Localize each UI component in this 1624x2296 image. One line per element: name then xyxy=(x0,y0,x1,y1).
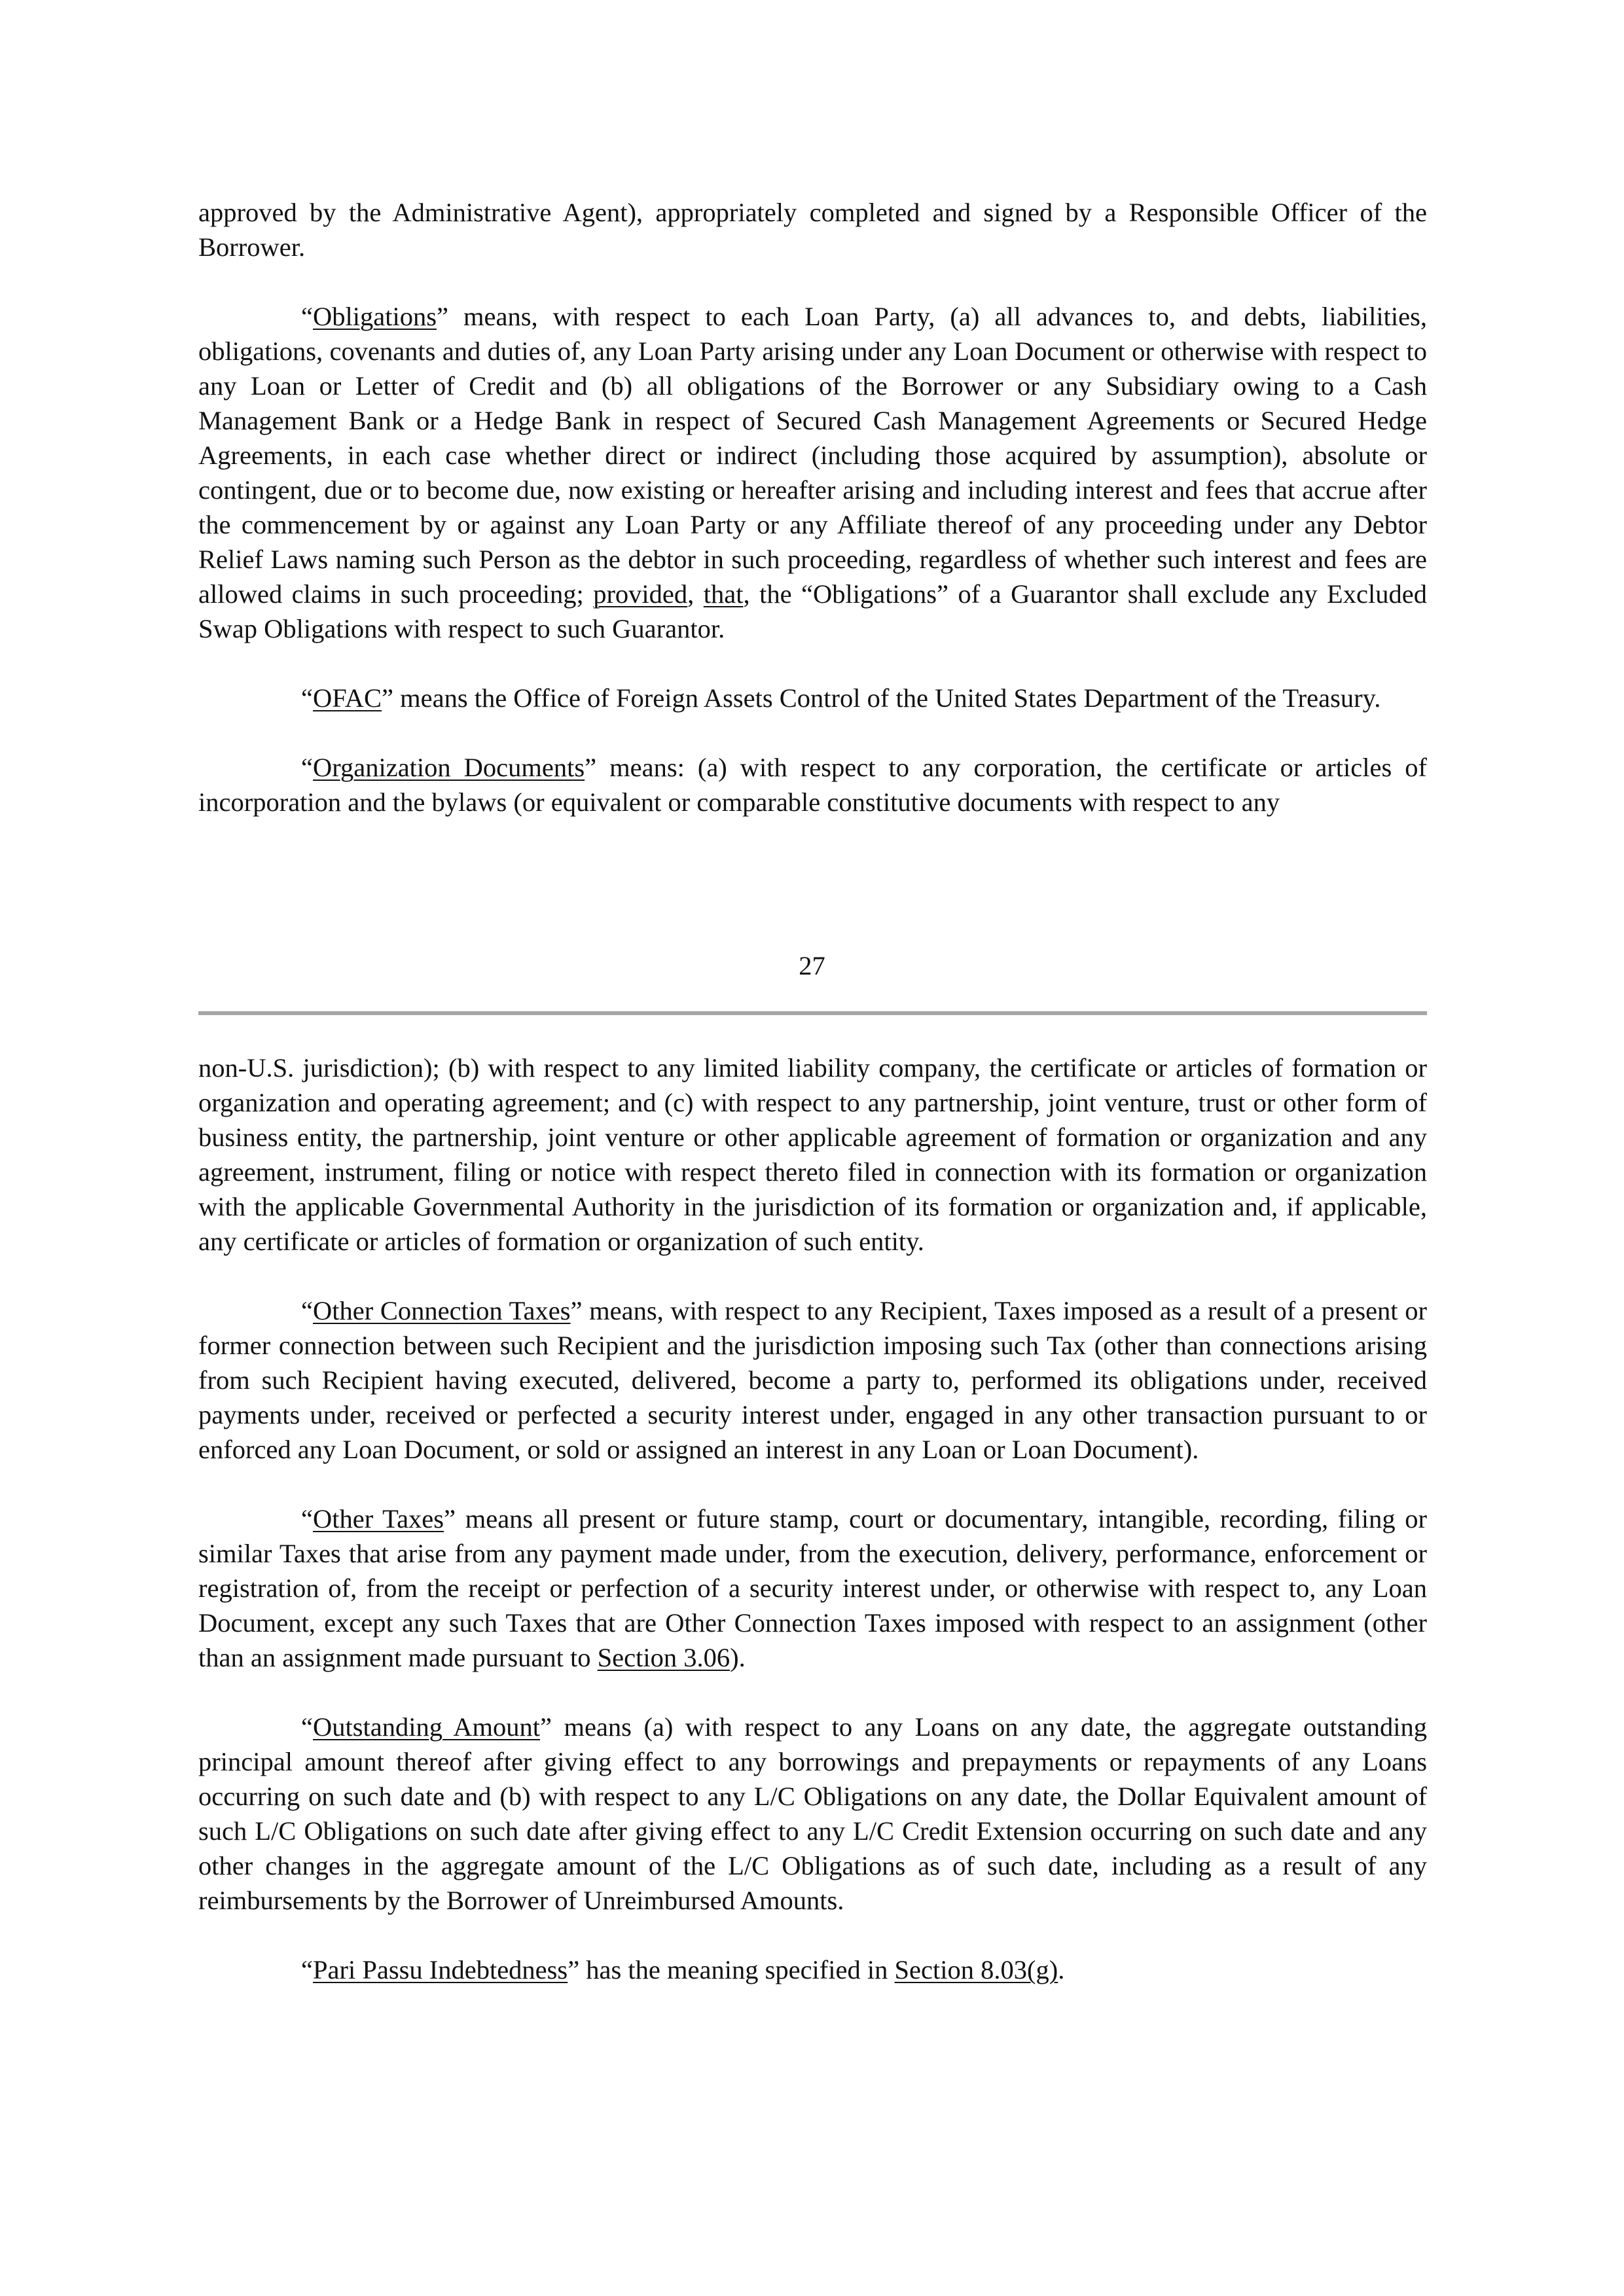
defined-term-obligations: Obligations xyxy=(312,302,437,331)
definition-text: ” means the Office of Foreign Assets Control of the United States Department of the Treasury. xyxy=(382,683,1381,713)
proviso-comma: , xyxy=(687,579,704,609)
page-divider xyxy=(198,1011,1427,1015)
defined-term-other-taxes: Other Taxes xyxy=(312,1504,444,1534)
defined-term-other-connection-taxes: Other Connection Taxes xyxy=(312,1296,571,1325)
open-quote: “ xyxy=(301,302,313,331)
definition-text: ” means: (a) with respect to any corporation, the certificate or articles of incorporation and the bylaws (or equivalent or comparable constitutive documents with respect to any xyxy=(198,753,1427,817)
section-reference-8-03-g[interactable]: Section 8.03(g) xyxy=(894,1955,1058,1984)
proviso-provided: provided xyxy=(593,579,688,609)
definition-tail: ). xyxy=(730,1643,746,1672)
definition-obligations xyxy=(198,299,1427,646)
defined-term-pari-passu-indebtedness: Pari Passu Indebtedness xyxy=(312,1955,568,1984)
definition-ofac xyxy=(198,681,1427,715)
definition-pari-passu-indebtedness xyxy=(198,1952,1427,1987)
definition-text: ” means, with respect to each Loan Party, (a) all advances to, and debts, liabilities, obligations, covenants and duties of, any Loan Party arising under any Loan Document or otherwise with respect to any Loan or Letter of Credit and (b) all obligations of the Borrower or any Subsidiary owing to a Cash Management Bank or a Hedge Bank in respect of Secured Cash Management Agreements or Secured Hedge Agreements, in each case whether direct or indirect (including those acquired by assumption), absolute or contingent, due or to become due, now existing or hereafter arising and including interest and fees that accrue after the commencement by or against any Loan Party or any Affiliate thereof of any proceeding under any Debtor Relief Laws naming such Person as the debtor in such proceeding, regardless of whether such interest and fees are allowed claims in such proceeding; xyxy=(198,302,1427,609)
defined-term-ofac: OFAC xyxy=(312,683,382,713)
open-quote: “ xyxy=(301,1296,313,1325)
proviso-that: that xyxy=(703,579,744,609)
continuation-paragraph: non-U.S. jurisdiction); (b) with respect to any limited liability company, the certificate or articles of formation or organization and operating agreement; and (c) with respect to any partnership, joint venture, trust or other form of business entity, the partnership, joint venture or other applicable agreement of formation or organization and any agreement, instrument, filing or notice with respect thereto filed in connection with its formation or organization with the applicable Governmental Authority in the jurisdiction of its formation or organization and, if applicable, any certificate or articles of formation or organization of such entity. xyxy=(198,1053,1427,1256)
page-27-body xyxy=(198,195,1427,819)
definition-other-taxes xyxy=(198,1501,1427,1675)
open-quote: “ xyxy=(301,753,313,782)
definition-tail: . xyxy=(1058,1955,1065,1984)
definition-text: ” has the meaning specified in xyxy=(568,1955,895,1984)
open-quote: “ xyxy=(301,1955,313,1984)
defined-term-outstanding-amount: Outstanding Amount xyxy=(312,1712,540,1742)
open-quote: “ xyxy=(301,683,313,713)
open-quote: “ xyxy=(301,1504,313,1534)
page-28-body xyxy=(198,1050,1427,1987)
continuation-paragraph: approved by the Administrative Agent), appropriately completed and signed by a Responsible Officer of the Borrower. xyxy=(198,198,1427,262)
definition-text: ” means all present or future stamp, court or documentary, intangible, recording, filing or similar Taxes that arise from any payment made under, from the execution, delivery, performance, enforcement or registration of, from the receipt or perfection of a security interest under, or otherwise with respect to, any Loan Document, except any such Taxes that are Other Connection Taxes imposed with respect to an assignment (other than an assignment made pursuant to xyxy=(198,1504,1427,1672)
section-reference-3-06[interactable]: Section 3.06 xyxy=(597,1643,731,1672)
page-number: 27 xyxy=(799,951,825,980)
definition-other-connection-taxes xyxy=(198,1293,1427,1467)
defined-term-organization-documents: Organization Documents xyxy=(312,753,585,782)
definition-text: ” means (a) with respect to any Loans on any date, the aggregate outstanding principal amount thereof after giving effect to any borrowings and prepayments or repayments of any Loans occurring on such date and (b) with respect to any L/C Obligations on any date, the Dollar Equivalent amount of such L/C Obligations on such date after giving effect to any L/C Credit Extension occurring on such date and any other changes in the aggregate amount of the L/C Obligations as of such date, including as a result of any reimbursements by the Borrower of Unreimbursed Amounts. xyxy=(198,1712,1427,1915)
definition-text: ” means, with respect to any Recipient, Taxes imposed as a result of a present or former connection between such Recipient and the jurisdiction imposing such Tax (other than connections arising from such Recipient having executed, delivered, become a party to, performed its obligations under, received payments under, received or perfected a security interest under, engaged in any other transaction pursuant to or enforced any Loan Document, or sold or assigned an interest in any Loan or Loan Document). xyxy=(198,1296,1427,1464)
definition-organization-documents xyxy=(198,750,1427,819)
definition-outstanding-amount xyxy=(198,1710,1427,1918)
open-quote: “ xyxy=(301,1712,313,1742)
definition-tail: , the “Obligations” of a Guarantor shall exclude any Excluded Swap Obligations with respect to such Guarantor. xyxy=(198,579,1428,643)
